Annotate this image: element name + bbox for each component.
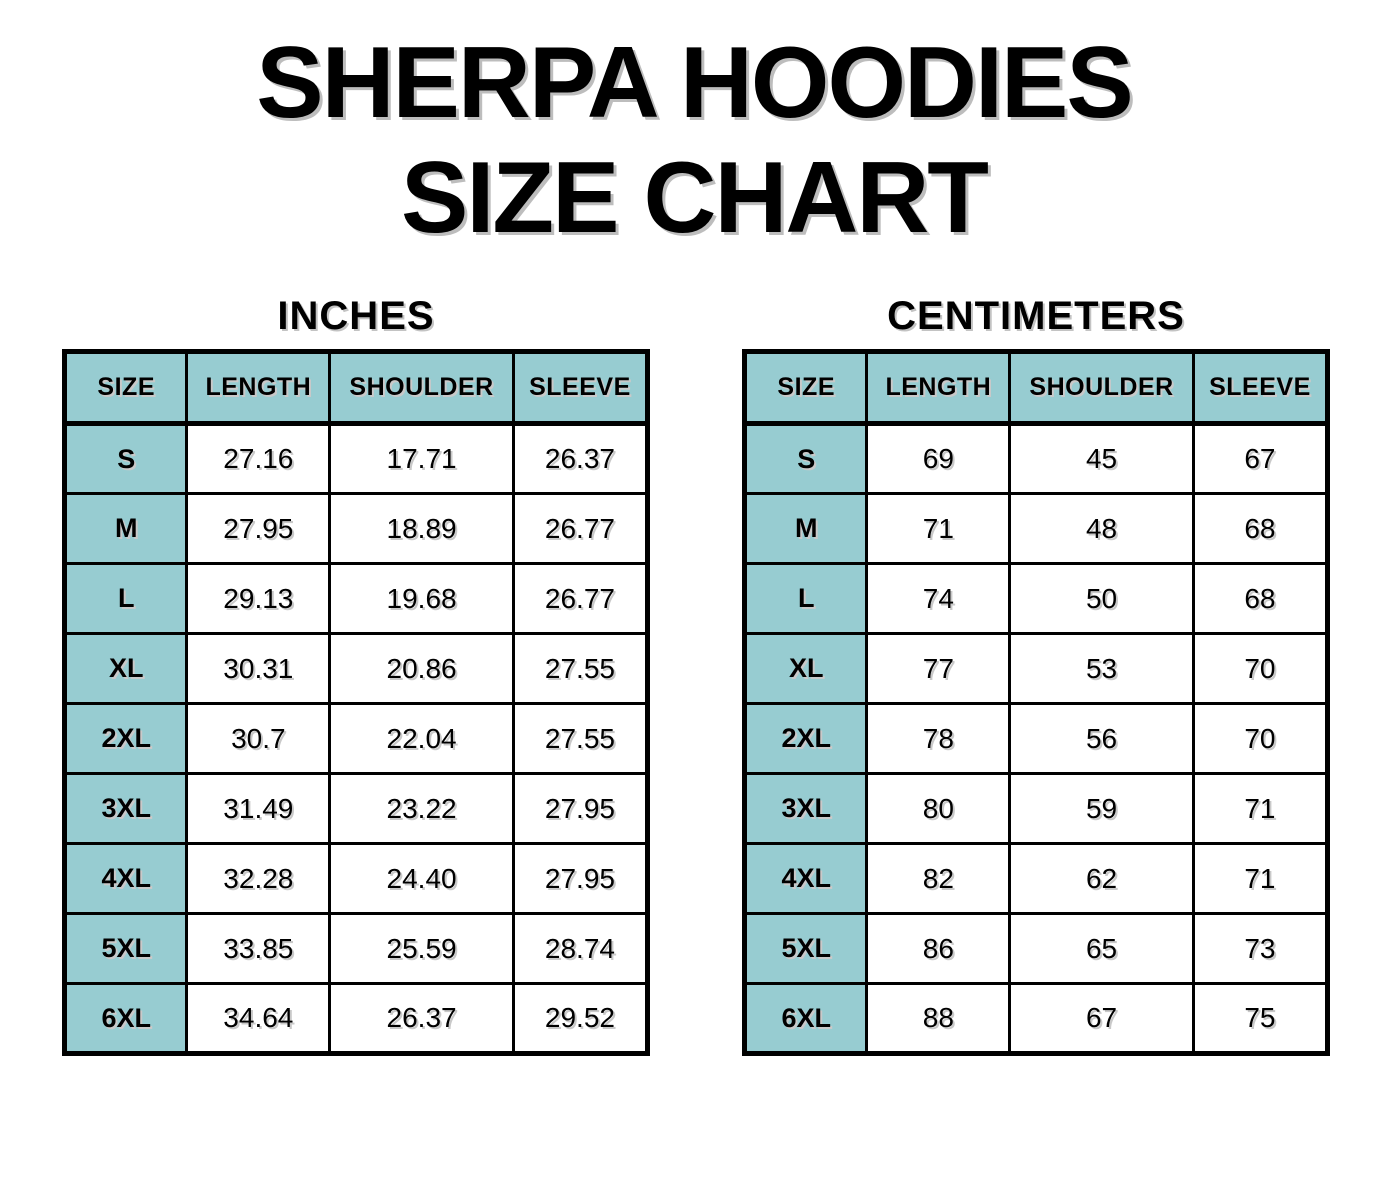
value-cell: 31.49	[187, 774, 330, 844]
value-cell: 18.89	[330, 494, 514, 564]
value-cell: 26.37	[513, 424, 647, 494]
size-cell: 5XL	[745, 914, 867, 984]
page-title-line1: SHERPA HOODIES	[256, 27, 1132, 139]
value-cell: 77	[867, 634, 1010, 704]
tables-row	[0, 294, 1388, 1056]
value-cell: 19.68	[330, 564, 514, 634]
table-row	[745, 984, 1328, 1054]
size-cell: 2XL	[745, 704, 867, 774]
size-cell: 3XL	[65, 774, 187, 844]
table-row	[745, 494, 1328, 564]
value-cell: 26.77	[513, 494, 647, 564]
value-cell: 70	[1193, 634, 1327, 704]
size-cell: 6XL	[745, 984, 867, 1054]
table-row	[745, 774, 1328, 844]
size-cell: 2XL	[65, 704, 187, 774]
size-cell: M	[65, 494, 187, 564]
value-cell: 34.64	[187, 984, 330, 1054]
value-cell: 30.31	[187, 634, 330, 704]
value-cell: 48	[1010, 494, 1194, 564]
table-row	[65, 494, 648, 564]
table-row	[745, 564, 1328, 634]
value-cell: 56	[1010, 704, 1194, 774]
value-cell: 53	[1010, 634, 1194, 704]
column-header-length: LENGTH	[867, 352, 1010, 424]
column-header-length: LENGTH	[187, 352, 330, 424]
value-cell: 26.77	[513, 564, 647, 634]
size-cell: 6XL	[65, 984, 187, 1054]
table-row	[65, 774, 648, 844]
value-cell: 32.28	[187, 844, 330, 914]
value-cell: 27.95	[187, 494, 330, 564]
value-cell: 27.16	[187, 424, 330, 494]
value-cell: 26.37	[330, 984, 514, 1054]
size-cell: 4XL	[65, 844, 187, 914]
value-cell: 67	[1193, 424, 1327, 494]
value-cell: 86	[867, 914, 1010, 984]
table-row	[65, 564, 648, 634]
size-cell: S	[745, 424, 867, 494]
value-cell: 28.74	[513, 914, 647, 984]
value-cell: 27.95	[513, 844, 647, 914]
value-cell: 25.59	[330, 914, 514, 984]
inches-subtitle: INCHES	[277, 294, 435, 339]
table-row	[65, 984, 648, 1054]
value-cell: 82	[867, 844, 1010, 914]
header-row	[745, 352, 1328, 424]
size-cell: XL	[745, 634, 867, 704]
size-cell: XL	[65, 634, 187, 704]
inches-table-body	[65, 424, 648, 1054]
table-row	[65, 914, 648, 984]
centimeters-subtitle: CENTIMETERS	[887, 294, 1185, 339]
table-row	[745, 914, 1328, 984]
table-row	[745, 424, 1328, 494]
value-cell: 33.85	[187, 914, 330, 984]
table-row	[65, 424, 648, 494]
value-cell: 71	[867, 494, 1010, 564]
value-cell: 17.71	[330, 424, 514, 494]
column-header-sleeve: SLEEVE	[1193, 352, 1327, 424]
inches-table-block	[62, 294, 650, 1056]
value-cell: 88	[867, 984, 1010, 1054]
column-header-sleeve: SLEEVE	[513, 352, 647, 424]
value-cell: 65	[1010, 914, 1194, 984]
table-row	[745, 704, 1328, 774]
value-cell: 78	[867, 704, 1010, 774]
value-cell: 68	[1193, 564, 1327, 634]
value-cell: 29.52	[513, 984, 647, 1054]
value-cell: 24.40	[330, 844, 514, 914]
value-cell: 80	[867, 774, 1010, 844]
value-cell: 71	[1193, 774, 1327, 844]
page-title-line2: SIZE CHART	[401, 142, 987, 255]
column-header-shoulder: SHOULDER	[330, 352, 514, 424]
table-row	[745, 634, 1328, 704]
column-header-shoulder: SHOULDER	[1010, 352, 1194, 424]
value-cell: 69	[867, 424, 1010, 494]
value-cell: 71	[1193, 844, 1327, 914]
size-cell: 5XL	[65, 914, 187, 984]
value-cell: 30.7	[187, 704, 330, 774]
table-row	[745, 844, 1328, 914]
value-cell: 27.95	[513, 774, 647, 844]
page-title	[0, 26, 1388, 256]
table-row	[65, 704, 648, 774]
value-cell: 23.22	[330, 774, 514, 844]
value-cell: 59	[1010, 774, 1194, 844]
value-cell: 75	[1193, 984, 1327, 1054]
size-cell: 4XL	[745, 844, 867, 914]
value-cell: 27.55	[513, 634, 647, 704]
value-cell: 74	[867, 564, 1010, 634]
centimeters-table-header	[745, 352, 1328, 424]
value-cell: 68	[1193, 494, 1327, 564]
column-header-size: SIZE	[65, 352, 187, 424]
centimeters-table-block	[742, 294, 1330, 1056]
header-row	[65, 352, 648, 424]
value-cell: 29.13	[187, 564, 330, 634]
value-cell: 67	[1010, 984, 1194, 1054]
size-cell: L	[745, 564, 867, 634]
table-row	[65, 634, 648, 704]
centimeters-table-body	[745, 424, 1328, 1054]
value-cell: 50	[1010, 564, 1194, 634]
inches-table	[62, 349, 650, 1056]
size-cell: 3XL	[745, 774, 867, 844]
size-cell: M	[745, 494, 867, 564]
value-cell: 62	[1010, 844, 1194, 914]
value-cell: 22.04	[330, 704, 514, 774]
value-cell: 20.86	[330, 634, 514, 704]
inches-table-header	[65, 352, 648, 424]
value-cell: 70	[1193, 704, 1327, 774]
table-row	[65, 844, 648, 914]
value-cell: 73	[1193, 914, 1327, 984]
column-header-size: SIZE	[745, 352, 867, 424]
value-cell: 27.55	[513, 704, 647, 774]
size-cell: S	[65, 424, 187, 494]
centimeters-table	[742, 349, 1330, 1056]
size-cell: L	[65, 564, 187, 634]
value-cell: 45	[1010, 424, 1194, 494]
